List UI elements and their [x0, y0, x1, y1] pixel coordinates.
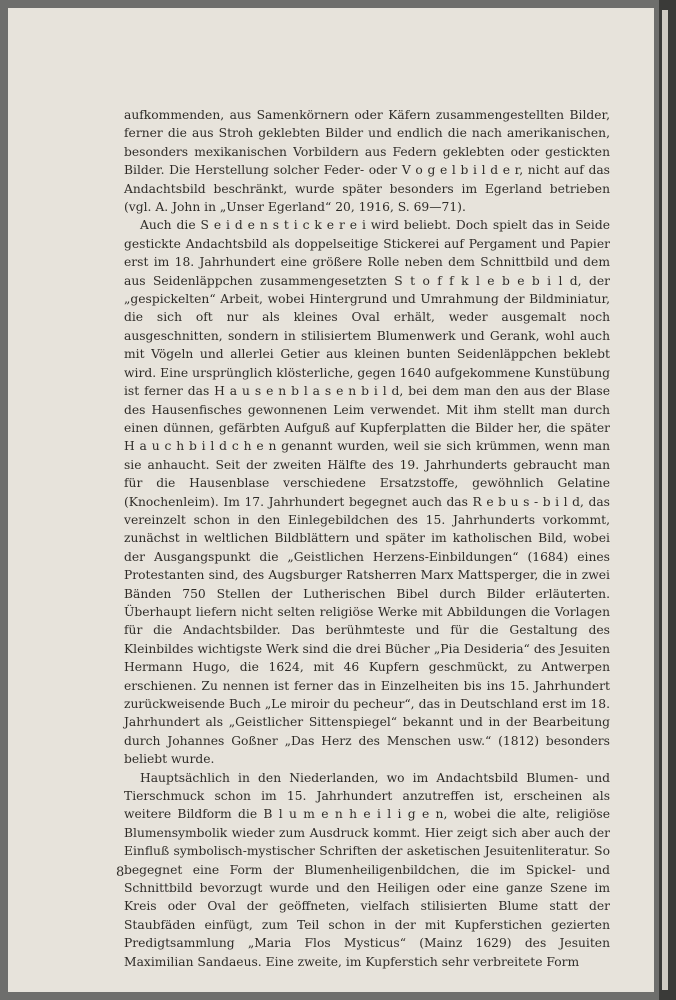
body-text — [124, 106, 610, 971]
page-number: 8 — [116, 865, 125, 880]
paragraph-1: aufkommenden, aus Samenkörnern oder Käfern zusammengestellten Bilder, ferner die aus Stroh geklebten Bilder und endlich die nach amerikanischen, besonders mexikanischen Vorbildern aus Federn geklebten oder gestickten Bilder. Die Herstellung solcher Feder- oder V o g e l b i l d e r, nicht auf das Andachtsbild beschränkt, wurde später besonders im Egerland betrieben (vgl. A. John in „Unser Egerland“ 20, 1916, S. 69—71). — [124, 108, 610, 215]
facing-page-edge — [659, 0, 676, 1000]
paragraph-2: Auch die S e i d e n s t i c k e r e i wird beliebt. Doch spielt das in Seide gestickte Andachtsbild als doppelseitige Stickerei auf Pergament und Papier erst im 18. Jahrhundert eine größere Rolle neben dem Schnittbild und dem aus Seidenläppchen zusammengesetzten S t o f f k l e b e b i l d, der „gespickelten“ Arbeit, wobei Hintergrund und Umrahmung der Bildminiatur, die sich oft nur als kleines Oval erhält, weder ausgemalt noch ausgeschnitten, sondern in stilisiertem Blumenwerk und Gerank, wohl auch mit Vögeln und allerlei Getier aus kleinen bunten Seidenläppchen beklebt wird. Eine ursprünglich klösterliche, gegen 1640 aufgekommene Kunstübung ist ferner das H a u s e n b l a s e n b i l d, bei dem man den aus der Blase des Hausenfisches gewonnenen Leim verwendet. Mit ihm stellt man durch einen dünnen, gefärbten Aufguß auf Kupferplatten die Bilder her, die später H a u c h b i l d c h e n genannt wurden, weil sie sich krümmen, wenn man sie anhaucht. Seit der zweiten Hälfte des 19. Jahrhunderts gebraucht man für die Hausenblase verschiedene Ersatzstoffe, gewöhnlich Gelatine (Knochenleim). Im 17. Jahrhundert begegnet auch das R e b u s - b i l d, das vereinzelt schon in den Einlegebildchen des 15. Jahrhunderts vorkommt, zunächst in weltlichen Bildblättern und später im katholischen Bild, wobei der Ausgangspunkt die „Geistlichen Herzens-Einbildungen“ (1684) eines Protestanten sind, des Augsburger Ratsherren Marx Mattsperger, die in zwei Bänden 750 Stellen der Lutherischen Bibel durch Bilder erläuterten. Überhaupt liefern nicht selten religiöse Werke mit Abbildungen die Vorlagen für die Andachtsbilder. Das berühmteste und für die Gestaltung des Kleinbildes wichtigste Werk sind die drei Bücher „Pia Desideria“ des Jesuiten Hermann Hugo, die 1624, mit 46 Kupfern geschmückt, zu Antwerpen erschienen. Zu nennen ist ferner das in Einzelheiten bis ins 15. Jahrhundert zurückweisende Buch „Le miroir du pecheur“, das in Deutschland erst im 18. Jahrhundert als „Geistlicher Sittenspiegel“ bekannt und in der Bearbeitung durch Johannes Goßner „Das Herz des Menschen usw.“ (1812) besonders beliebt wurde. — [124, 218, 610, 767]
paragraph-3: Hauptsächlich in den Niederlanden, wo im Andachtsbild Blumen- und Tierschmuck schon im 15. Jahrhundert anzutreffen ist, erscheinen als weitere Bildform die B l u m e n h e i l i g e n, wobei die alte, religiöse Blumensymbolik wieder zum Ausdruck kommt. Hier zeigt sich aber auch der Einfluß symbolisch-mystischer Schriften der asketischen Jesuitenliteratur. So begegnet eine Form der Blumenheiligenbildchen, die im Spickel- und Schnittbild bevorzugt wurde und den Heiligen oder eine ganze Szene im Kreis oder Oval der geöffneten, vielfach stilisierten Blume statt der Staubfäden einfügt, zum Teil schon in der mit Kupferstichen gezierten Predigtsammlung „Maria Flos Mysticus“ (Mainz 1629) des Jesuiten Maximilian Sandaeus. Eine zweite, im Kupferstich sehr verbreitete Form — [124, 770, 610, 969]
facing-page-sliver — [662, 10, 668, 990]
book-page — [8, 8, 654, 992]
